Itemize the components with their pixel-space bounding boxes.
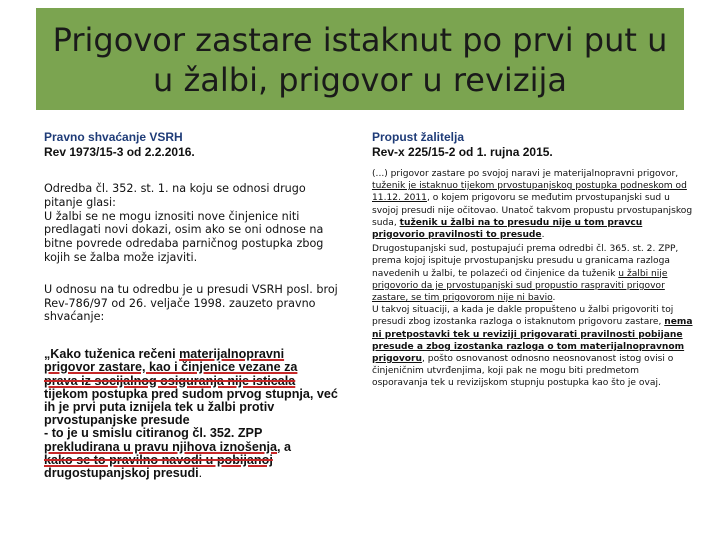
right-p1-underlined-a: tuženik je istaknuo tijekom prvostupanjskog postupka podneskom od 11.12. 2011 [372,181,687,204]
left-paragraph-1 [44,182,344,265]
quote-part-6b: , a [277,439,292,454]
left-p1-line-b: pitanje glasi: [44,195,116,209]
left-case-reference: Rev 1973/15-3 od 2.2.2016. [44,145,195,159]
right-p3-underlined: nema ni pretpostavki tek u reviziji prigovarati pravilnosti pobijane presude a zbog izostanka razloga o tom materijalnopravnom prigovoru [372,317,693,365]
quote-underlined-7: kako se to pravilno navodi u pobijanoj [44,452,273,467]
left-column [44,130,344,480]
right-p2-text-b: . [552,293,556,304]
left-quote [44,348,344,480]
right-column [372,130,694,390]
right-case-source: Propust žalitelja [372,130,465,144]
right-case-reference: Rev-x 225/15-2 od 1. rujna 2015. [372,145,553,159]
left-p1-line-a: Odredba čl. 352. st. 1. na koju se odnosi drugo [44,182,306,195]
quote-part-8: drugostupanjskoj presudi [44,466,199,480]
right-p3-text-a: U takvoj situaciji, a kada je dakle propušteno u žalbi prigovoriti toj presudi zbog izostanka razloga o istaknutom prigovoru zastare, [372,305,674,328]
quote-underlined-3: prava iz socijalnog osiguranja nije isticala [44,373,296,388]
right-p1-underlined-b: tuženik u žalbi na to presudu nije u tom pravcu prigovorio pravilnosti to presude [372,217,643,241]
quote-underlined-2: prigovor zastare, kao i činjenice vezane za [44,360,298,375]
left-case-header [44,130,344,160]
slide-title [36,8,684,100]
right-case-header [372,130,694,160]
quote-part-4: tijekom postupka pred sudom prvog stupnja, već ih je prvi puta iznijela tek u žalbi protiv prvostupanjske presude [44,386,338,428]
right-paragraph-1 [372,168,694,241]
right-p2-underlined: u žalbi nije prigovorio da je prvostupanjski sud propustio raspraviti prigovor zastare, se tim prigovorom nije ni bavio [372,268,668,304]
left-p1-line-c: U žalbi se ne mogu iznositi nove činjenice niti predlagati novi dokazi, osim ako se oni odnose na bitne povrede odredaba parničnog postupka zbog kojih se žalba može izjaviti. [44,209,324,264]
right-p1-text-b: , o kojem prigovoru se međutim prvostupanjski sud u svojoj presudi nije očitovao. Unatoč takvom propustu prvostupanjskog suda, [372,193,693,228]
left-paragraph-2: U odnosu na tu odredbu je u presudi VSRH posl. broj Rev-786/97 od 26. veljače 1998. zauzeto pravno shvaćanje: [44,282,338,324]
right-paragraph-3 [372,304,694,389]
title-banner [36,8,684,110]
right-paragraph-2 [372,243,694,304]
quote-end: . [198,466,203,480]
quote-underlined-1: materijalnopravni [179,347,285,362]
quote-part-5: - to je u smislu citiranog čl. 352. ZPP [44,426,263,441]
right-p3-text-b: , pošto osnovanost odnosno neosnovanost istog ovisi o činjeničnim utvrđenjima, koji pak ne mogu biti predmetom osporavanja tek u revizijskom stupnju postupka kao što je ovaj. [372,354,674,389]
right-p1-text-a: (...) prigovor zastare po svojoj naravi je materijalnopravni prigovor, [372,169,679,179]
left-case-source: Pravno shvaćanje VSRH [44,130,183,144]
title-line-2: u žalbi, prigovor u revizija [153,61,567,99]
right-p1-text-d: . [541,230,545,241]
quote-part-1: „Kako tuženica rečeni [44,347,180,362]
quote-underlined-6: prekludirana u pravu njihova iznošenja [44,439,278,454]
title-line-1: Prigovor zastare istaknut po prvi put u [52,21,668,59]
right-p2-text-a: Drugostupanjski sud, postupajući prema odredbi čl. 365. st. 2. ZPP, prema kojoj ispituje prvostupanjsku presudu u granicama razloga navedenih u žalbi, te polazeći od činjenice da tuženik [372,244,679,279]
